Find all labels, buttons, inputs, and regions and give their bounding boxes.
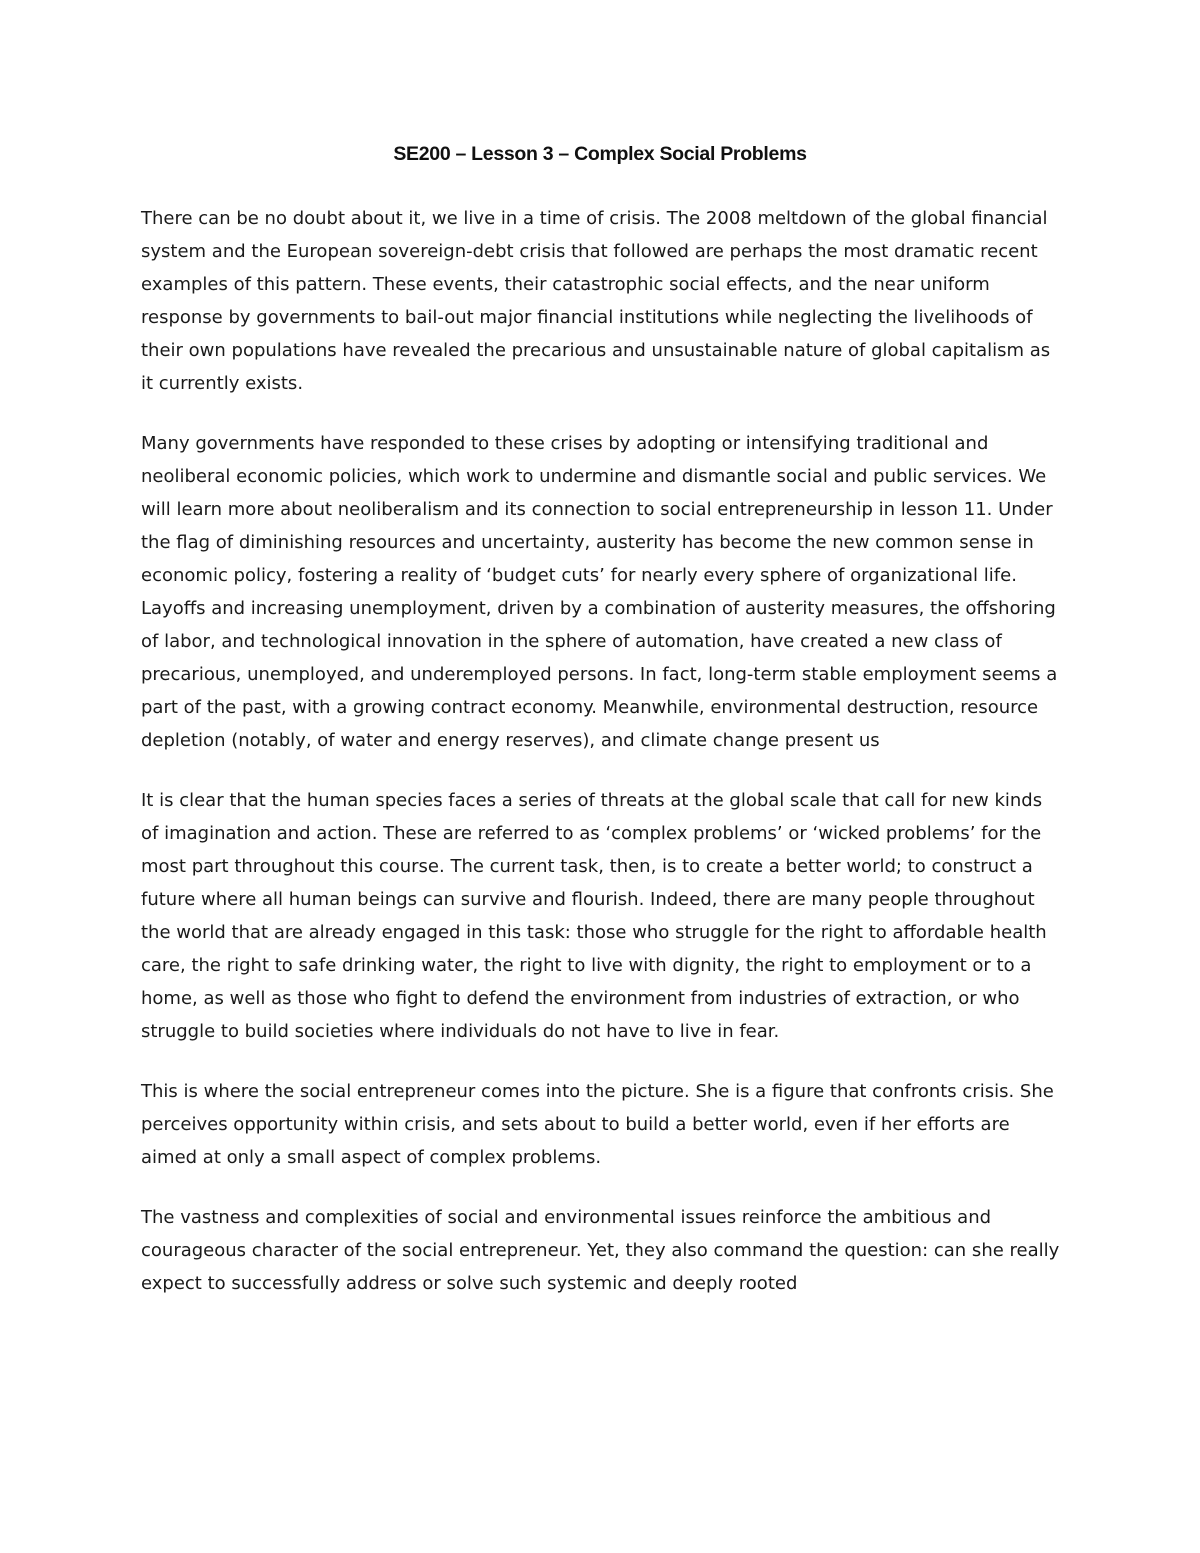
paragraph-2: Many governments have responded to these crises by adopting or intensifying traditional and neoliberal economic policies, which work to undermine and dismantle social and public services. We will learn more about neoliberalism and its connection to social entrepreneurship in lesson 11. Under the flag of diminishing resources and uncertainty, austerity has become the new common sense in economic policy, fostering a reality of ‘budget cuts’ for nearly every sphere of organizational life. Layoffs and increasing unemployment, driven by a combination of austerity measures, the offshoring of labor, and technological innovation in the sphere of automation, have created a new class of precarious, unemployed, and underemployed persons. In fact, long-term stable employment seems a part of the past, with a growing contract economy. Meanwhile, environmental destruction, resource depletion (notably, of water and energy reserves), and climate change present us [141, 433, 1058, 751]
paragraph-4: This is where the social entrepreneur comes into the picture. She is a figure that confronts crisis. She perceives opportunity within crisis, and sets about to build a better world, even if her efforts are aimed at only a small aspect of complex problems. [141, 1081, 1054, 1168]
paragraph-5: The vastness and complexities of social and environmental issues reinforce the ambitious and courageous character of the social entrepreneur. Yet, they also command the question: can she really expect to successfully address or solve such systemic and deeply rooted [141, 1207, 1060, 1294]
paragraph-3: It is clear that the human species faces a series of threats at the global scale that call for new kinds of imagination and action. These are referred to as ‘complex problems’ or ‘wicked problems’ for the most part throughout this course. The current task, then, is to create a better world; to construct a future where all human beings can survive and flourish. Indeed, there are many people throughout the world that are already engaged in this task: those who struggle for the right to affordable health care, the right to safe drinking water, the right to live with dignity, the right to employment or to a home, as well as those who fight to defend the environment from industries of extraction, or who struggle to build societies where individuals do not have to live in fear. [141, 790, 1047, 1042]
paragraph-1: There can be no doubt about it, we live in a time of crisis. The 2008 meltdown of the global financial system and the European sovereign-debt crisis that followed are perhaps the most dramatic recent examples of this pattern. These events, their catastrophic social effects, and the near uniform response by governments to bail-out major financial institutions while neglecting the livelihoods of their own populations have revealed the precarious and unsustainable nature of global capitalism as it currently exists. [141, 208, 1051, 394]
document-body [141, 202, 1063, 1327]
document-title: SE200 – Lesson 3 – Complex Social Problems [393, 143, 807, 165]
